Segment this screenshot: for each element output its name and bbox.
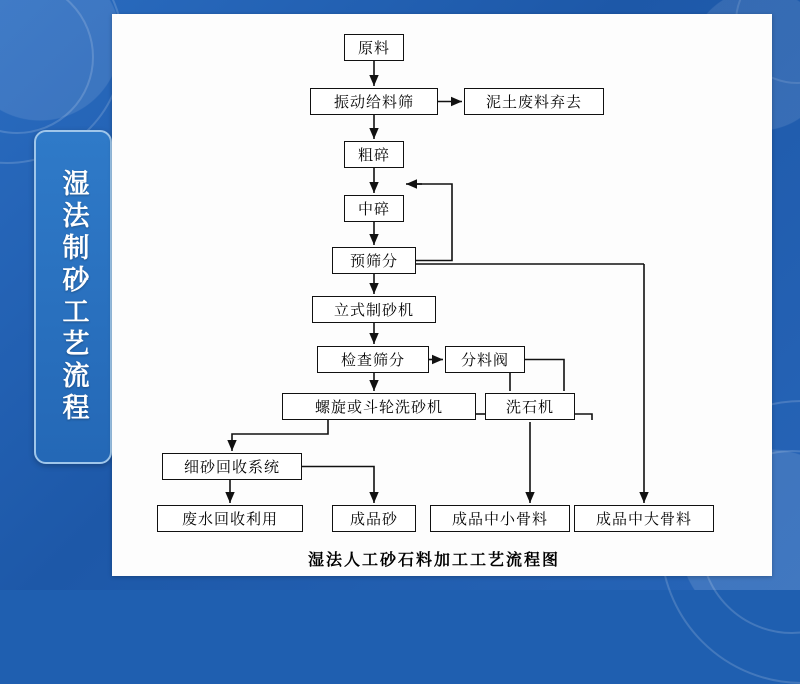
node-stone-washer[interactable]: 洗石机 <box>485 393 575 420</box>
node-waste-discard[interactable]: 泥土废料弃去 <box>464 88 604 115</box>
vertical-title-text: 湿法制砂工艺流程 <box>58 169 89 425</box>
node-coarse-crushing[interactable]: 粗碎 <box>344 141 404 168</box>
flowchart-canvas <box>112 14 772 576</box>
vertical-title-plate <box>34 130 112 464</box>
node-check-screening[interactable]: 检查筛分 <box>317 346 429 373</box>
node-distribution-valve[interactable]: 分料阀 <box>445 346 525 373</box>
node-large-aggregate[interactable]: 成品中大骨料 <box>574 505 714 532</box>
diagram-caption: 湿法人工砂石料加工工艺流程图 <box>308 552 561 569</box>
node-wastewater-reuse[interactable]: 废水回收利用 <box>157 505 303 532</box>
node-vibrating-feeder[interactable]: 振动给料筛 <box>310 88 438 115</box>
node-fine-sand-recovery[interactable]: 细砂回收系统 <box>162 453 302 480</box>
node-pre-screening[interactable]: 预筛分 <box>332 247 416 274</box>
node-vertical-sand-maker[interactable]: 立式制砂机 <box>312 296 436 323</box>
flowchart-connectors <box>112 14 772 576</box>
node-medium-crushing[interactable]: 中碎 <box>344 195 404 222</box>
node-sand-washer[interactable]: 螺旋或斗轮洗砂机 <box>282 393 476 420</box>
node-small-aggregate[interactable]: 成品中小骨料 <box>430 505 570 532</box>
node-finished-sand[interactable]: 成品砂 <box>332 505 416 532</box>
node-raw-material[interactable]: 原料 <box>344 34 404 61</box>
